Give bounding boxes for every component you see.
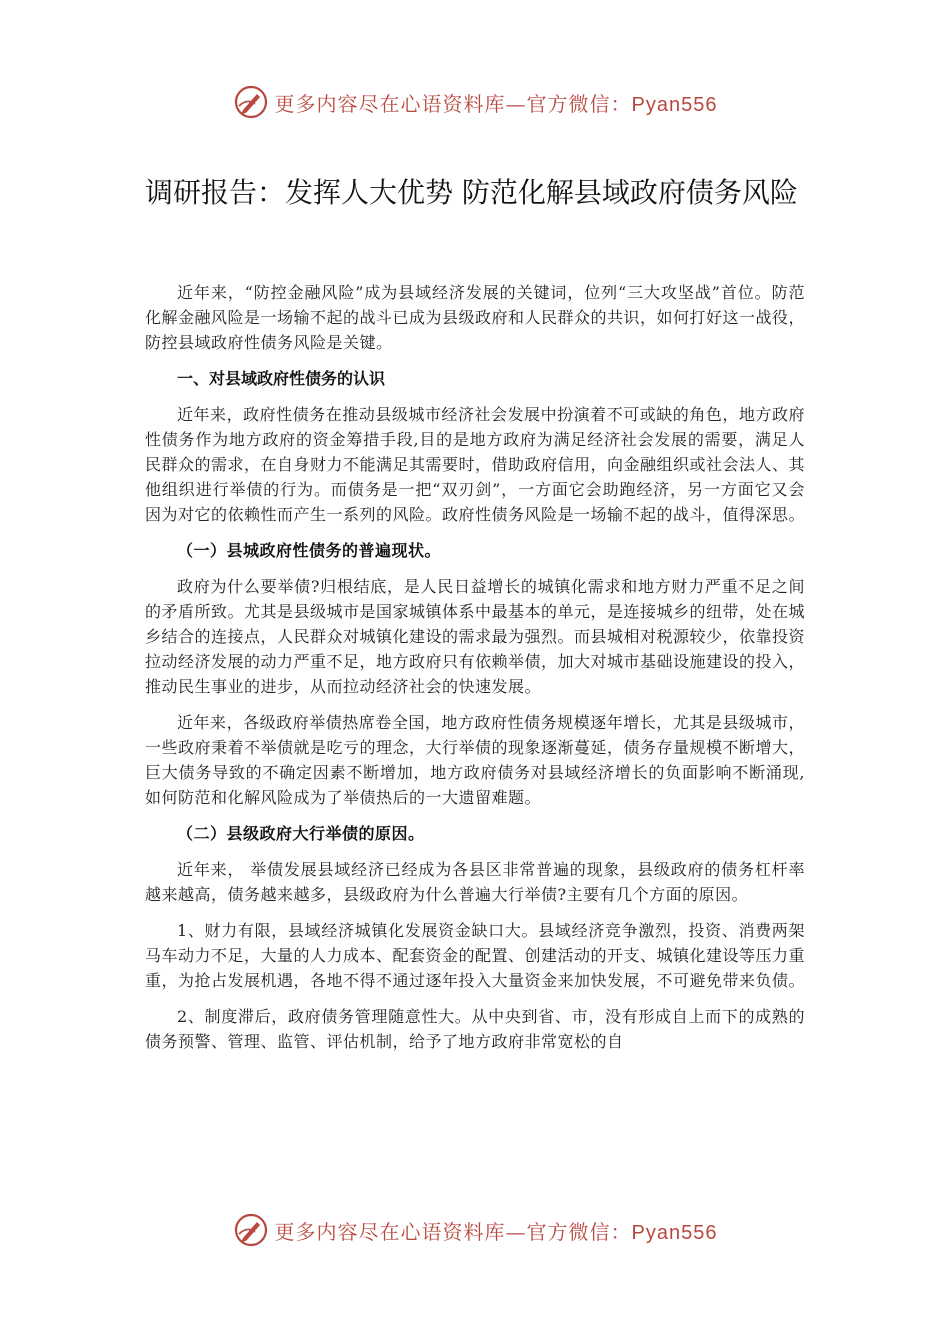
paragraph-6: 2、制度滞后，政府债务管理随意性大。从中央到省、市，没有形成自上而下的成熟的债务预警、管理、监管、评估机制，给予了地方政府非常宽松的自 — [145, 1007, 805, 1051]
document-body — [145, 280, 805, 1065]
document-title: 调研报告：发挥人大优势 防范化解县域政府债务风险 — [145, 176, 798, 209]
subsection-heading-1: （一）县城政府性债务的普遍现状。 — [177, 541, 442, 560]
banner-text — [275, 88, 718, 117]
banner-text — [275, 1216, 718, 1245]
paragraph-intro: 近年来，“防控金融风险”成为县域经济发展的关键词，位列“三大攻坚战”首位。防范化解金融风险是一场输不起的战斗已成为县级政府和人民群众的共识，如何打好这一战役，防控县域政府性债务风险是关键。 — [145, 283, 806, 352]
pen-logo-icon — [233, 84, 269, 120]
paragraph-1: 近年来，政府性债务在推动县级城市经济社会发展中扮演着不可或缺的角色，地方政府性债务作为地方政府的资金筹措手段,目的是地方政府为满足经济社会发展的需要，满足人民群众的需求，在自身财力不能满足其需要时，借助政府信用，向金融组织或社会法人、其他组织进行举债的行为。而债务是一把“双刃剑”，一方面它会助跑经济，另一方面它又会因为对它的依赖性而产生一系列的风险。政府性债务风险是一场输不起的战斗，值得深思。 — [145, 405, 806, 524]
banner-wechat-id: Pyan556 — [631, 1221, 718, 1244]
paragraph-5: 1、财力有限，县域经济城镇化发展资金缺口大。县域经济竞争激烈，投资、消费两架马车动力不足，大量的人力成本、配套资金的配置、创建活动的开支、城镇化建设等压力重重，为抢占发展机遇，各地不得不通过逐年投入大量资金来加快发展，不可避免带来负债。 — [145, 921, 806, 990]
banner-label: 更多内容尽在心语资料库—官方微信： — [274, 1219, 632, 1244]
paragraph-4: 近年来， 举债发展县域经济已经成为各县区非常普遍的现象，县级政府的债务杠杆率越来越高，债务越来越多，县级政府为什么普遍大行举债?主要有几个方面的原因。 — [145, 860, 805, 904]
header-watermark-banner — [0, 82, 950, 122]
pen-logo-icon — [233, 1212, 269, 1248]
section-heading-1: 一、对县域政府性债务的认识 — [177, 369, 386, 388]
footer-watermark-banner — [0, 1210, 950, 1250]
subsection-heading-2: （二）县级政府大行举债的原因。 — [177, 824, 425, 843]
banner-label: 更多内容尽在心语资料库—官方微信： — [274, 91, 632, 116]
paragraph-3: 近年来，各级政府举债热席卷全国，地方政府性债务规模逐年增长，尤其是县级城市，一些政府秉着不举债就是吃亏的理念，大行举债的现象逐渐蔓延，债务存量规模不断增大，巨大债务导致的不确定因素不断增加，地方政府债务对县域经济增长的负面影响不断涌现,如何防范和化解风险成为了举债热后的一大遗留难题。 — [145, 713, 806, 807]
banner-wechat-id: Pyan556 — [631, 93, 718, 116]
paragraph-2: 政府为什么要举债?归根结底，是人民日益增长的城镇化需求和地方财力严重不足之间的矛盾所致。尤其是县级城市是国家城镇体系中最基本的单元，是连接城乡的纽带，处在城乡结合的连接点，人民群众对城镇化建设的需求最为强烈。而县城相对税源较少，依靠投资拉动经济发展的动力严重不足，地方政府只有依赖举债，加大对城市基础设施建设的投入，推动民生事业的进步，从而拉动经济社会的快速发展。 — [145, 577, 806, 696]
